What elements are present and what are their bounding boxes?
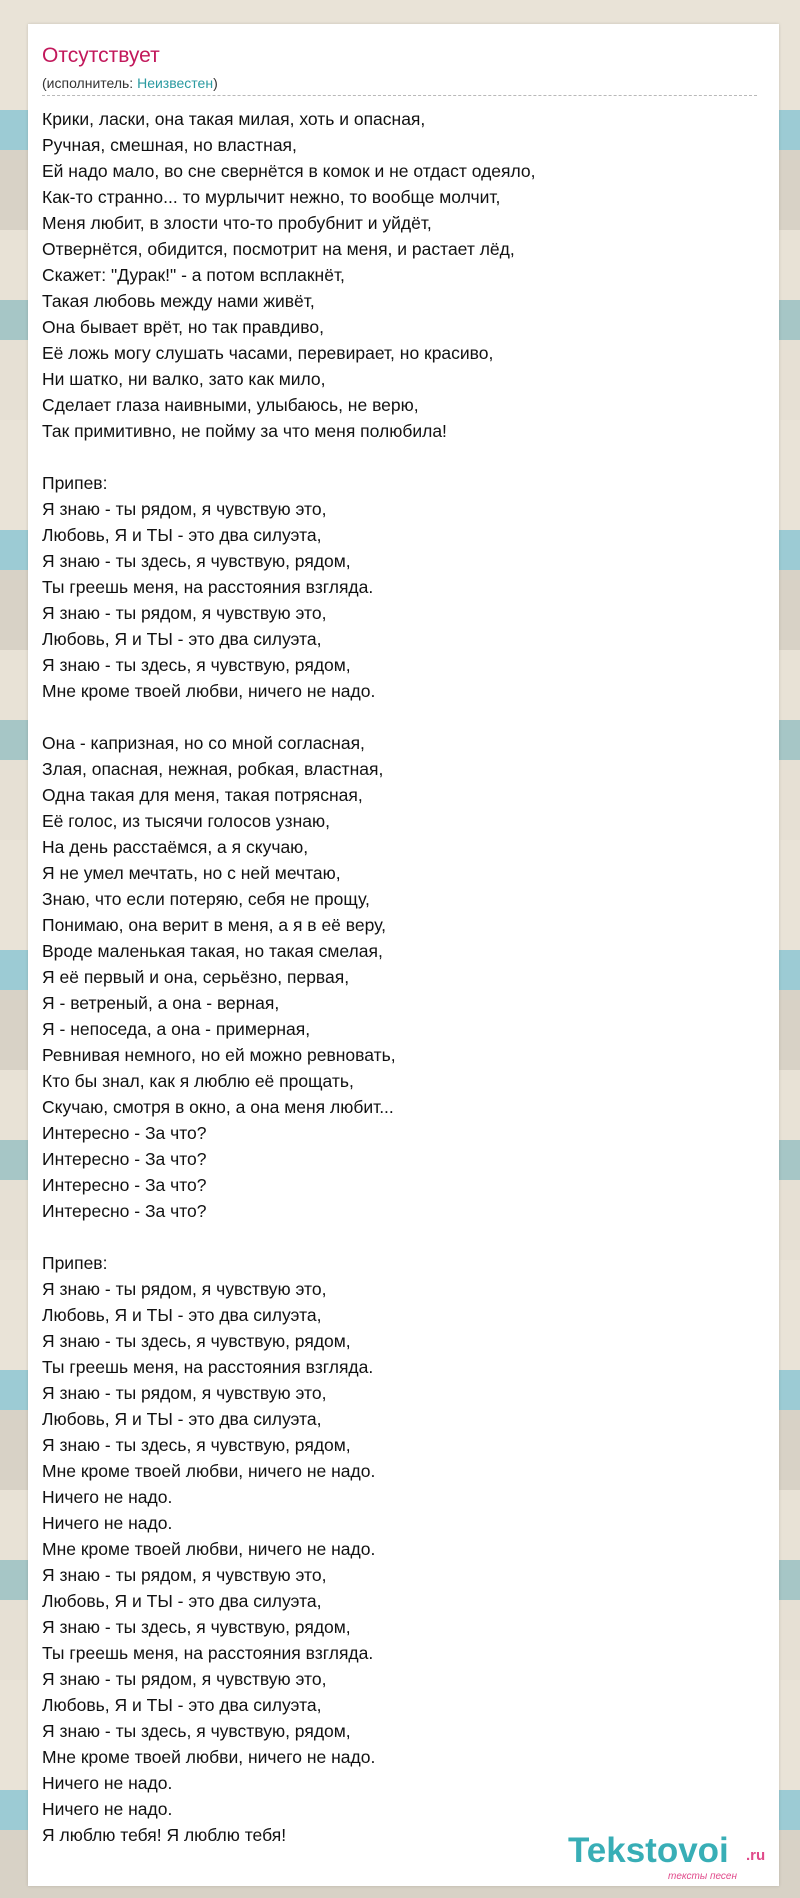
lyric-line: Ты греешь меня, на расстояния взгляда.: [42, 577, 374, 597]
lyric-line: Я знаю - ты рядом, я чувствую это,: [42, 603, 327, 623]
lyric-line: Я знаю - ты здесь, я чувствую, рядом,: [42, 1721, 351, 1741]
lyric-line: Любовь, Я и ТЫ - это два силуэта,: [42, 1409, 322, 1429]
lyric-line: Я её первый и она, серьёзно, первая,: [42, 967, 350, 987]
lyric-line: Мне кроме твоей любви, ничего не надо.: [42, 1461, 376, 1481]
lyric-line: Я знаю - ты рядом, я чувствую это,: [42, 1669, 327, 1689]
artist-suffix: ): [213, 75, 218, 91]
artist-prefix: (исполнитель:: [42, 75, 138, 91]
lyric-line: Ручная, смешная, но властная,: [42, 135, 297, 155]
divider: [42, 95, 757, 96]
stanza-gap: [42, 1224, 762, 1250]
lyric-line: Как-то странно... то мурлычит нежно, то вообще молчит,: [42, 187, 501, 207]
lyric-line: На день расстаёмся, а я скучаю,: [42, 837, 309, 857]
lyric-line: Любовь, Я и ТЫ - это два силуэта,: [42, 525, 322, 545]
lyric-line: Припев:: [42, 1253, 108, 1273]
lyric-line: Она - капризная, но со мной согласная,: [42, 733, 365, 753]
lyric-line: Интересно - За что?: [42, 1123, 207, 1143]
lyric-line: Крики, ласки, она такая милая, хоть и опасная,: [42, 109, 426, 129]
lyric-line: Я знаю - ты здесь, я чувствую, рядом,: [42, 1617, 351, 1637]
lyric-line: Любовь, Я и ТЫ - это два силуэта,: [42, 1591, 322, 1611]
lyric-line: Сделает глаза наивными, улыбаюсь, не верю,: [42, 395, 419, 415]
lyric-line: Ты греешь меня, на расстояния взгляда.: [42, 1357, 374, 1377]
lyric-line: Я знаю - ты рядом, я чувствую это,: [42, 1565, 327, 1585]
lyric-line: Интересно - За что?: [42, 1149, 207, 1169]
lyric-line: Я знаю - ты здесь, я чувствую, рядом,: [42, 1331, 351, 1351]
song-title: Отсутствует: [42, 44, 160, 67]
lyric-line: Мне кроме твоей любви, ничего не надо.: [42, 1539, 376, 1559]
lyric-line: Она бывает врёт, но так правдиво,: [42, 317, 324, 337]
logo-name: Tekstovoi: [568, 1831, 729, 1870]
lyric-line: Я знаю - ты здесь, я чувствую, рядом,: [42, 1435, 351, 1455]
lyric-line: Я знаю - ты рядом, я чувствую это,: [42, 1383, 327, 1403]
lyric-line: Скажет: "Дурак!" - а потом всплакнёт,: [42, 265, 345, 285]
site-logo[interactable]: [568, 1831, 778, 1881]
lyric-line: Скучаю, смотря в окно, а она меня любит...: [42, 1097, 394, 1117]
lyric-line: Такая любовь между нами живёт,: [42, 291, 315, 311]
lyric-line: Мне кроме твоей любви, ничего не надо.: [42, 1747, 376, 1767]
artist-line: [42, 74, 218, 92]
lyric-line: Ничего не надо.: [42, 1799, 173, 1819]
lyric-line: Ничего не надо.: [42, 1513, 173, 1533]
lyric-line: Кто бы знал, как я люблю её прощать,: [42, 1071, 354, 1091]
lyric-line: Её голос, из тысячи голосов узнаю,: [42, 811, 330, 831]
lyric-line: Интересно - За что?: [42, 1175, 207, 1195]
lyric-line: Понимаю, она верит в меня, а я в её веру,: [42, 915, 387, 935]
lyric-line: Ревнивая немного, но ей можно ревновать,: [42, 1045, 396, 1065]
lyric-line: Любовь, Я и ТЫ - это два силуэта,: [42, 629, 322, 649]
lyric-line: Я знаю - ты здесь, я чувствую, рядом,: [42, 655, 351, 675]
lyric-line: Ни шатко, ни валко, зато как мило,: [42, 369, 326, 389]
lyric-line: Ты греешь меня, на расстояния взгляда.: [42, 1643, 374, 1663]
lyric-line: Вроде маленькая такая, но такая смелая,: [42, 941, 383, 961]
lyric-line: Я не умел мечтать, но с ней мечтаю,: [42, 863, 341, 883]
lyric-line: Меня любит, в злости что-то пробубнит и уйдёт,: [42, 213, 432, 233]
lyric-line: Я знаю - ты рядом, я чувствую это,: [42, 1279, 327, 1299]
logo-tagline: тексты песен: [668, 1871, 737, 1882]
lyric-line: Я - ветреный, а она - верная,: [42, 993, 280, 1013]
lyric-line: Её ложь могу слушать часами, перевирает, но красиво,: [42, 343, 494, 363]
lyric-line: Отвернётся, обидится, посмотрит на меня, и растает лёд,: [42, 239, 515, 259]
lyric-line: Любовь, Я и ТЫ - это два силуэта,: [42, 1305, 322, 1325]
lyric-line: Любовь, Я и ТЫ - это два силуэта,: [42, 1695, 322, 1715]
lyric-line: Я - непоседа, а она - примерная,: [42, 1019, 311, 1039]
lyric-line: Припев:: [42, 473, 108, 493]
lyric-line: Я знаю - ты рядом, я чувствую это,: [42, 499, 327, 519]
artist-link[interactable]: Неизвестен: [137, 75, 214, 91]
lyric-line: Интересно - За что?: [42, 1201, 207, 1221]
lyrics-card: [28, 24, 779, 1886]
lyric-line: Злая, опасная, нежная, робкая, властная,: [42, 759, 384, 779]
lyric-line: Я знаю - ты здесь, я чувствую, рядом,: [42, 551, 351, 571]
lyric-line: Так примитивно, не пойму за что меня полюбила!: [42, 421, 447, 441]
stanza-gap: [42, 444, 762, 470]
lyric-line: Мне кроме твоей любви, ничего не надо.: [42, 681, 376, 701]
logo-tld: .ru: [746, 1847, 766, 1864]
lyric-line: Ничего не надо.: [42, 1773, 173, 1793]
stanza-gap: [42, 704, 762, 730]
lyric-line: Я люблю тебя! Я люблю тебя!: [42, 1825, 287, 1845]
lyric-line: Знаю, что если потеряю, себя не прощу,: [42, 889, 370, 909]
lyrics-text: [42, 106, 762, 1848]
lyric-line: Ей надо мало, во сне свернётся в комок и не отдаст одеяло,: [42, 161, 536, 181]
lyric-line: Ничего не надо.: [42, 1487, 173, 1507]
lyric-line: Одна такая для меня, такая потрясная,: [42, 785, 363, 805]
